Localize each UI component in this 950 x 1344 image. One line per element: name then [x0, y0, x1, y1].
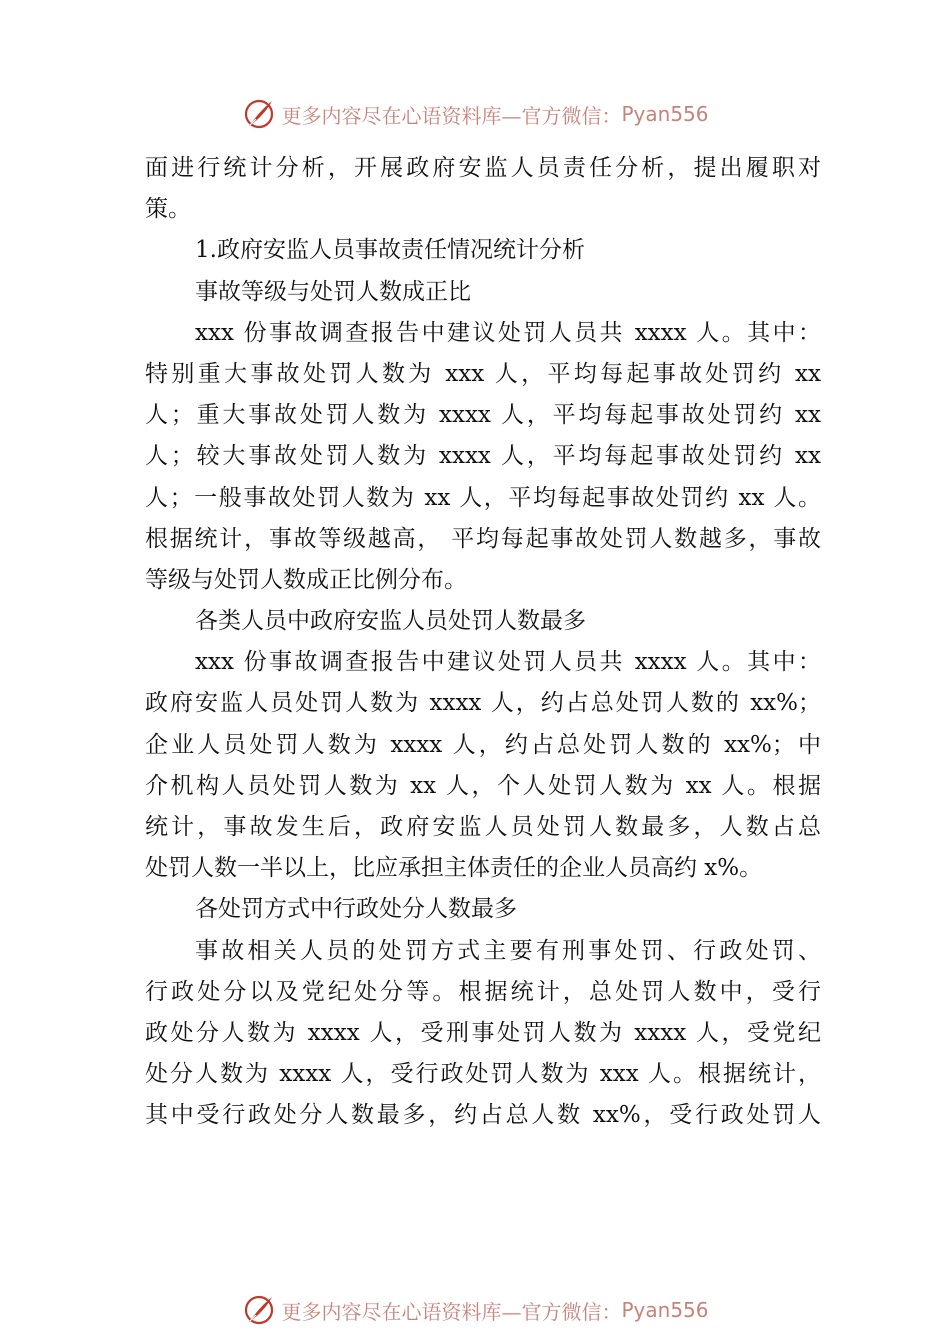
body-line: xxx 份事故调查报告中建议处罚人员共 xxxx 人。其中：: [195, 319, 821, 346]
body-line: 政处分人数为 xxxx 人，受刑事处罚人数为 xxxx 人，受党纪: [145, 1019, 821, 1046]
body-line: 策。: [145, 196, 191, 223]
body-line: 企业人员处罚人数为 xxxx 人，约占总处罚人数的 xx%；中: [145, 731, 821, 758]
header-banner: [0, 94, 950, 134]
body-line: 事故相关人员的处罚方式主要有刑事处罚、行政处罚、: [195, 937, 821, 964]
subsection-heading: 各处罚方式中行政处分人数最多: [195, 896, 517, 923]
header-banner-text: 更多内容尽在心语资料库—官方微信：: [281, 103, 622, 128]
header-wechat-id: Pyan556: [621, 102, 709, 126]
footer-banner-text: 更多内容尽在心语资料库—官方微信：: [281, 1299, 622, 1324]
body-line: 处罚人数一半以上，比应承担主体责任的企业人员高约 x%。: [145, 855, 763, 882]
subsection-heading: 各类人员中政府安监人员处罚人数最多: [195, 608, 586, 635]
body-line: 行政处分以及党纪处分等。根据统计，总处罚人数中，受行: [145, 978, 821, 1005]
body-line: 人；一般事故处罚人数为 xx 人，平均每起事故处罚约 xx 人。: [145, 484, 821, 511]
document-body: [145, 148, 821, 1137]
footer-wechat-id: Pyan556: [621, 1298, 709, 1322]
quill-pen-logo-icon: [241, 1292, 277, 1328]
body-line: 介机构人员处罚人数为 xx 人，个人处罚人数为 xx 人。根据: [145, 772, 821, 799]
quill-pen-logo-icon: [241, 96, 277, 132]
body-line: 政府安监人员处罚人数为 xxxx 人，约占总处罚人数的 xx%；: [145, 690, 821, 717]
body-line: 人；较大事故处罚人数为 xxxx 人，平均每起事故处罚约 xx: [145, 443, 821, 470]
body-line: 面进行统计分析，开展政府安监人员责任分析，提出履职对: [145, 155, 821, 181]
body-line: xxx 份事故调查报告中建议处罚人员共 xxxx 人。其中：: [195, 649, 821, 676]
body-line: 其中受行政处分人数最多，约占总人数 xx%，受行政处罚人: [145, 1102, 821, 1129]
body-line: 处分人数为 xxxx 人，受行政处罚人数为 xxx 人。根据统计，: [145, 1061, 821, 1088]
subsection-heading: 事故等级与处罚人数成正比: [195, 278, 471, 305]
section-heading: 1.政府安监人员事故责任情况统计分析: [195, 237, 585, 264]
footer-banner: [0, 1290, 950, 1330]
body-line: 等级与处罚人数成正比例分布。: [145, 566, 467, 593]
body-line: 人；重大事故处罚人数为 xxxx 人，平均每起事故处罚约 xx: [145, 402, 821, 429]
body-line: 统计，事故发生后，政府安监人员处罚人数最多，人数占总: [145, 814, 821, 840]
body-line: 根据统计，事故等级越高， 平均每起事故处罚人数越多，事故: [145, 525, 821, 552]
body-line: 特别重大事故处罚人数为 xxx 人，平均每起事故处罚约 xx: [145, 360, 821, 387]
